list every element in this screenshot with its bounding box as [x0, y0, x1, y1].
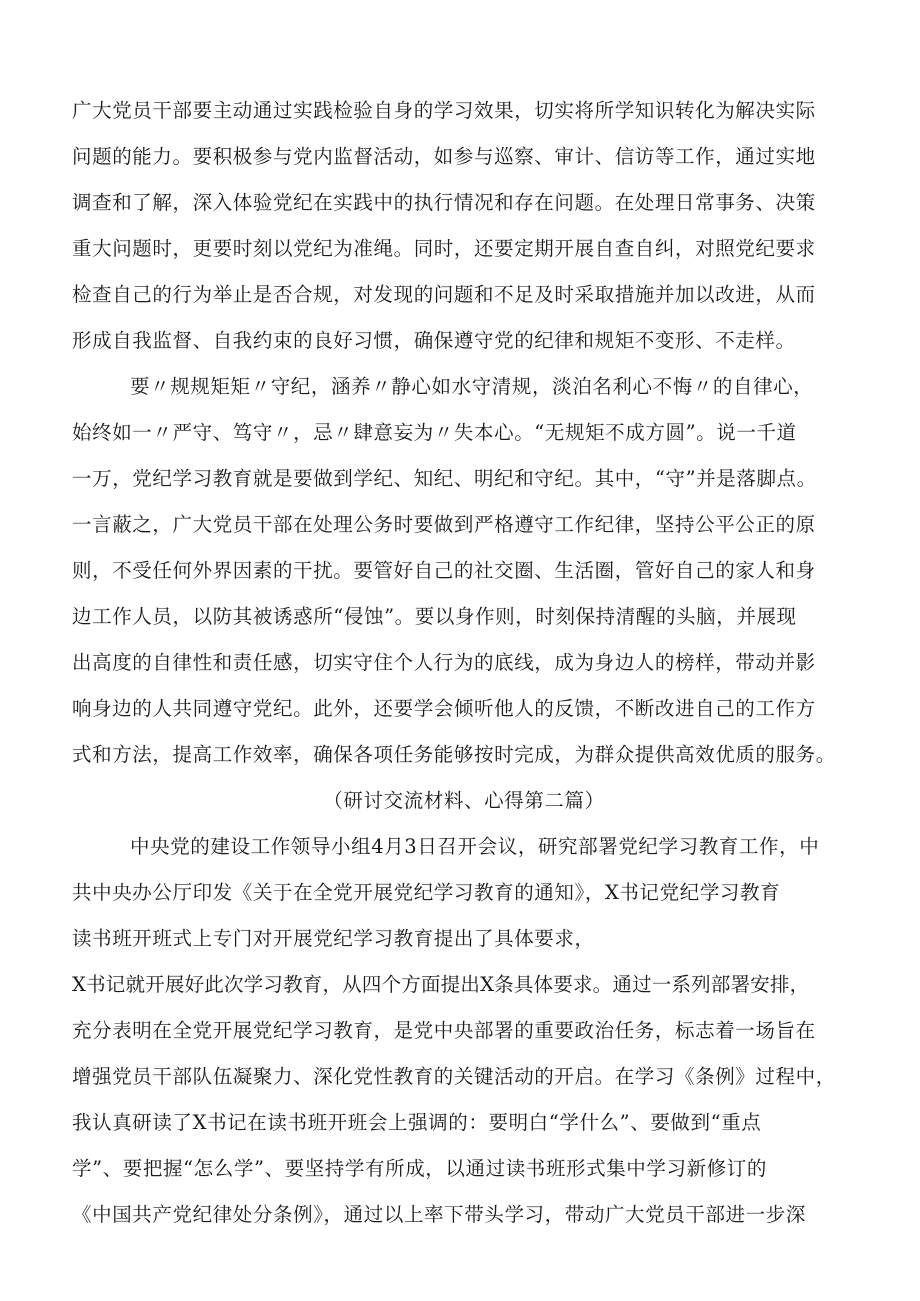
- text-line: 我认真研读了X书记在读书班开班会上强调的：要明白“学什么”、要做到“重点: [72, 1111, 762, 1134]
- text-line: 检查自己的行为举止是否合规，对发现的问题和不足及时采取措施并加以改进，从而: [72, 283, 816, 306]
- text-line: 形成自我监督、自我约束的良好习惯，确保遵守党的纪律和规矩不变形、不走样。: [72, 329, 796, 352]
- text-line: 则，不受任何外界因素的干扰。要管好自己的社交圈、生活圈，管好自己的家人和身: [72, 559, 816, 582]
- text-line: 重大问题时，更要时刻以党纪为准绳。同时，还要定期开展自查自纠，对照党纪要求: [72, 237, 816, 260]
- text-line: 响身边的人共同遵守党纪。此外，还要学会倾听他人的反馈，不断改进自己的工作方: [72, 697, 816, 720]
- text-line: 边工作人员，以防其被诱惑所“侵蚀”。要以身作则，时刻保持清醒的头脑，并展现: [72, 605, 797, 628]
- text-line: 始终如一〃严守、笃守〃，忌〃肆意妄为〃失本心。“无规矩不成方圆”。说一千道: [72, 421, 797, 444]
- text-line: 一言蔽之，广大党员干部在处理公务时要做到严格遵守工作纪律，坚持公平公正的原: [72, 513, 816, 536]
- text-line: 调查和了解，深入体验党纪在实践中的执行情况和存在问题。在处理日常事务、决策: [72, 191, 816, 214]
- paragraph: [72, 824, 876, 1238]
- text-line: 共中央办公厅印发《关于在全党开展党纪学习教育的通知》，X书记党纪学习教育: [72, 881, 781, 904]
- text-line: 问题的能力。要积极参与党内监督活动，如参与巡察、审计、信访等工作，通过实地: [72, 145, 816, 168]
- text-line: X书记就开展好此次学习教育，从四个方面提出X条具体要求。通过一系列部署安排，: [72, 973, 810, 996]
- section-heading: （研讨交流材料、心得第二篇）: [323, 789, 605, 812]
- paragraph: [72, 364, 876, 778]
- text-line: 学”、要把握“怎么学”、要坚持学有所成，以通过读书班形式集中学习新修订的: [72, 1157, 768, 1180]
- text-line: 式和方法，提高工作效率，确保各项任务能够按时完成，为群众提供高效优质的服务。: [72, 743, 836, 766]
- text-line: 广大党员干部要主动通过实践检验自身的学习效果，切实将所学知识转化为解决实际: [72, 99, 816, 122]
- text-line: 中央党的建设工作领导小组4月3日召开会议，研究部署党纪学习教育工作，中: [130, 835, 820, 858]
- text-line: 增强党员干部队伍凝聚力、深化党性教育的关键活动的开启。在学习《条例》过程中，: [72, 1065, 836, 1088]
- text-line: 出高度的自律性和责任感，切实守住个人行为的底线，成为身边人的榜样，带动并影: [72, 651, 816, 674]
- text-line: 一万，党纪学习教育就是要做到学纪、知纪、明纪和守纪。其中，“守”并是落脚点。: [72, 467, 817, 490]
- text-line: 要〃规规矩矩〃守纪，涵养〃静心如水守清规，淡泊名利心不悔〃的自律心，: [130, 375, 814, 398]
- text-line: 《中国共产党纪律处分条例》，通过以上率下带头学习，带动广大党员干部进一步深: [72, 1203, 806, 1226]
- text-line: 充分表明在全党开展党纪学习教育，是党中央部署的重要政治任务，标志着一场旨在: [72, 1019, 816, 1042]
- paragraph: [72, 88, 876, 364]
- text-line: 读书班开班式上专门对开展党纪学习教育提出了具体要求，: [72, 927, 595, 950]
